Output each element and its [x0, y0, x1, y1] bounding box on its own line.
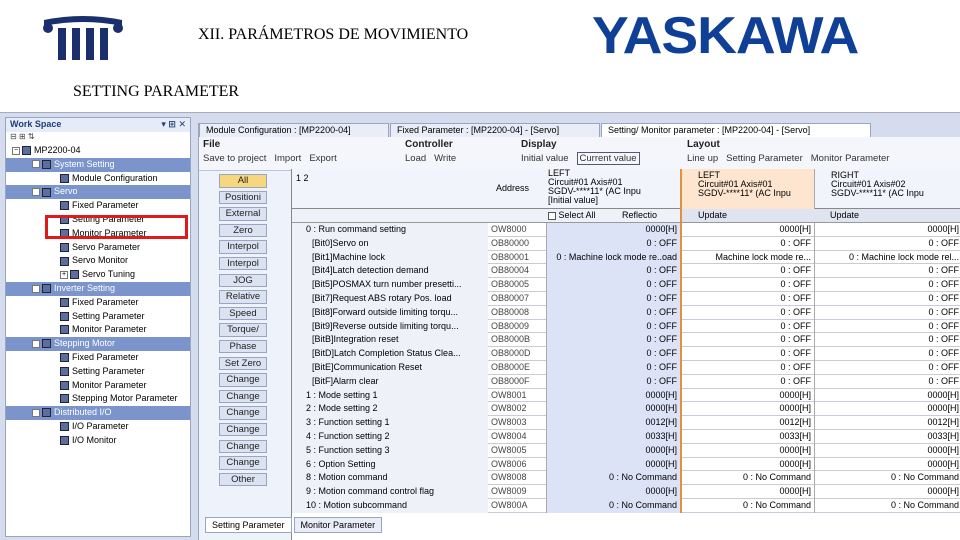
col3-header — [814, 169, 960, 209]
left-axis-value[interactable]: 0000[H] — [680, 458, 814, 472]
col2-circuit: Circuit#01 Axis#01 — [698, 179, 773, 189]
table-row[interactable] — [292, 444, 960, 458]
tree-item-label: Setting Parameter — [72, 365, 145, 376]
export-button[interactable]: Export — [309, 153, 337, 164]
filter-label — [221, 174, 269, 175]
table-row[interactable] — [292, 430, 960, 444]
parameter-name: 4 : Function setting 2 — [292, 430, 488, 444]
tree-item[interactable] — [6, 158, 190, 172]
module-icon — [42, 408, 51, 417]
tree-item-label: Fixed Parameter — [72, 351, 139, 362]
tree-item[interactable] — [6, 268, 190, 282]
column-selector[interactable]: 1 2 — [296, 173, 309, 183]
tree-item-label: MP2200-04 — [34, 145, 81, 155]
parameter-address: OB80004 — [491, 265, 530, 276]
tree-item[interactable] — [6, 434, 190, 448]
right-axis-value[interactable]: 0 : No Command — [814, 471, 960, 485]
module-icon — [60, 422, 69, 431]
table-row[interactable] — [292, 292, 960, 306]
filter-button[interactable]: Speed — [219, 307, 267, 321]
table-row[interactable] — [292, 347, 960, 361]
right-axis-value[interactable]: 0 : OFF — [814, 375, 960, 389]
tree-item-label: I/O Monitor — [72, 434, 117, 445]
left-axis-value[interactable]: 0 : OFF — [680, 292, 814, 306]
tree-item[interactable] — [6, 172, 190, 186]
current-value-button[interactable]: Current value — [577, 152, 640, 165]
initial-value[interactable]: 0 : OFF — [546, 237, 680, 251]
parameter-name: 5 : Function setting 3 — [292, 444, 488, 458]
filter-button[interactable]: External — [219, 207, 267, 221]
initial-value[interactable]: 0 : OFF — [546, 292, 680, 306]
tree-item-label: Stepping Motor — [54, 338, 116, 349]
tab-fixed-parameter[interactable]: Fixed Parameter : [MP2200-04] - [Servo] — [390, 123, 600, 137]
parameter-address: OW8009 — [491, 486, 527, 497]
col1-model: SGDV-****11* (AC Inpu — [548, 186, 641, 196]
module-icon — [60, 381, 69, 390]
parameter-address: OB80007 — [491, 293, 530, 303]
parameter-name: 1 : Mode setting 1 — [292, 389, 488, 403]
col2-header — [680, 169, 814, 209]
workspace-controls[interactable]: ▾ ⊞ ✕ — [161, 119, 186, 129]
initial-value[interactable]: 0000[H] — [546, 223, 680, 237]
module-icon — [42, 339, 51, 348]
expand-icon[interactable]: − — [33, 339, 39, 347]
parameter-address: OW8000 — [491, 224, 527, 234]
parameter-name: [Bit5]POSMAX turn number presetti... — [292, 278, 488, 292]
right-axis-value[interactable]: 0033[H] — [814, 430, 960, 444]
table-row[interactable] — [292, 278, 960, 292]
table-row[interactable] — [292, 499, 960, 513]
workspace-panel — [5, 117, 191, 537]
workspace-tree — [6, 144, 190, 448]
parameter-address: OW8004 — [491, 431, 527, 441]
right-axis-value[interactable]: 0 : OFF — [814, 306, 960, 320]
filter-button[interactable]: Change — [219, 406, 267, 420]
parameter-address: OB80001 — [491, 251, 530, 262]
right-axis-value[interactable]: 0 : OFF — [814, 278, 960, 292]
col2-model: SGDV-****11* (AC Inpu — [698, 188, 791, 198]
parameter-name: [Bit9]Reverse outside limiting torqu... — [292, 320, 488, 334]
table-row[interactable] — [292, 375, 960, 389]
module-icon — [60, 243, 69, 252]
parameter-address: OW8002 — [491, 403, 527, 414]
right-axis-value[interactable]: 0 : OFF — [814, 320, 960, 334]
tab-module-configuration[interactable]: Module Configuration : [MP2200-04] — [199, 123, 389, 137]
table-row[interactable] — [292, 264, 960, 278]
setting-parameter-layout-button[interactable]: Setting Parameter — [726, 153, 803, 164]
initial-value[interactable]: 0 : OFF — [546, 306, 680, 320]
parameter-name: [BitD]Latch Completion Status Clea... — [292, 347, 488, 361]
parameter-address: OB80005 — [491, 279, 530, 290]
ribbon-display-title: Display — [521, 139, 557, 150]
left-axis-value[interactable]: 0 : OFF — [680, 278, 814, 292]
tree-item-label: Monitor Parameter — [72, 379, 147, 390]
document-tabs — [199, 123, 960, 137]
col3-name: RIGHT — [831, 170, 859, 180]
expand-icon[interactable]: − — [33, 188, 39, 196]
load-button[interactable]: Load — [405, 153, 427, 164]
tree-item[interactable] — [6, 310, 190, 324]
table-row[interactable] — [292, 471, 960, 485]
parameter-name: [Bit8]Forward outside limiting torqu... — [292, 306, 488, 320]
address-header: Address — [496, 183, 530, 193]
filter-button[interactable]: Change — [219, 423, 267, 437]
tree-item[interactable] — [6, 199, 190, 213]
parameter-address: OB80000 — [491, 237, 530, 248]
tree-item-label: Servo Monitor — [72, 255, 129, 266]
expand-icon[interactable]: − — [33, 160, 39, 168]
tree-item-label: Setting Parameter — [72, 310, 145, 321]
tree-item[interactable] — [6, 365, 190, 379]
initial-value[interactable]: 0033[H] — [546, 430, 680, 444]
parameter-name: 2 : Mode setting 2 — [292, 402, 488, 416]
parameter-name: 8 : Motion command — [292, 471, 488, 485]
tree-item-label: Fixed Parameter — [72, 200, 139, 211]
col1-circuit: Circuit#01 Axis#01 — [548, 177, 623, 187]
module-icon — [60, 312, 69, 321]
left-axis-value[interactable]: 0000[H] — [680, 402, 814, 416]
filter-button[interactable]: Other — [219, 473, 267, 487]
line-up-button[interactable]: Line up — [687, 153, 719, 164]
tree-item[interactable] — [6, 185, 190, 199]
initial-value[interactable]: 0 : OFF — [546, 333, 680, 347]
tree-item-label: Servo Parameter — [72, 241, 141, 252]
bottom-tab-setting-parameter[interactable]: Setting Parameter — [205, 517, 292, 533]
slide-title: XII. PARÁMETROS DE MOVIMIENTO — [198, 26, 469, 43]
left-axis-value[interactable]: 0000[H] — [680, 223, 814, 237]
parameter-name: [Bit1]Machine lock — [292, 251, 488, 265]
parameter-address: OW8005 — [491, 444, 527, 455]
filter-button[interactable]: Change — [219, 456, 267, 470]
parameter-name: [BitF]Alarm clear — [292, 375, 488, 389]
left-axis-value[interactable]: 0 : OFF — [680, 333, 814, 347]
right-axis-value[interactable]: 0000[H] — [814, 485, 960, 499]
right-axis-value[interactable]: 0000[H] — [814, 402, 960, 416]
grid-action-row — [292, 209, 960, 223]
initial-value[interactable]: 0 : OFF — [546, 361, 680, 375]
col2-name: LEFT — [698, 170, 721, 180]
tree-item[interactable] — [6, 282, 190, 296]
reflection-button[interactable]: Reflectio — [622, 210, 658, 220]
tree-item-label: Monitor Parameter — [72, 324, 147, 335]
parameter-name: [Bit4]Latch detection demand — [292, 264, 488, 278]
filter-button[interactable]: Change — [219, 373, 267, 387]
filter-button[interactable]: Change — [219, 440, 267, 454]
parameter-name: 10 : Motion subcommand — [292, 499, 488, 513]
left-axis-value[interactable]: 0000[H] — [680, 389, 814, 403]
filter-button[interactable]: Interpol — [219, 257, 267, 271]
tab-setting-monitor[interactable]: Setting/ Monitor parameter : [MP2200-04] - [Servo] — [601, 123, 871, 137]
initial-value[interactable]: 0000[H] — [546, 458, 680, 472]
filter-button[interactable]: Torque/ — [219, 323, 267, 337]
parameter-name: [BitE]Communication Reset — [292, 361, 488, 375]
filter-button[interactable]: Zero — [219, 224, 267, 238]
table-row[interactable] — [292, 485, 960, 499]
initial-value[interactable]: 0 : No Command — [546, 499, 680, 513]
module-icon — [42, 160, 51, 169]
filter-button[interactable]: Change — [219, 390, 267, 404]
tree-item-label: Fixed Parameter — [72, 296, 139, 307]
initial-value[interactable]: 0000[H] — [546, 444, 680, 458]
workspace-title: Work Space — [10, 119, 62, 129]
left-axis-value[interactable]: 0 : OFF — [680, 237, 814, 251]
table-row[interactable] — [292, 320, 960, 334]
right-axis-value[interactable]: 0 : OFF — [814, 264, 960, 278]
initial-value[interactable]: 0 : No Command — [546, 471, 680, 485]
left-axis-value[interactable]: 0 : OFF — [680, 306, 814, 320]
ribbon-controller-title: Controller — [405, 139, 453, 150]
parameter-address: OB8000E — [491, 362, 531, 372]
expand-icon[interactable]: − — [33, 408, 39, 416]
table-row[interactable] — [292, 389, 960, 403]
module-icon — [60, 174, 69, 183]
col1-header — [548, 169, 680, 205]
slide-subtitle: SETTING PARAMETER — [73, 83, 240, 100]
module-icon — [60, 367, 69, 376]
grid-header — [292, 169, 960, 209]
right-axis-value[interactable]: 0000[H] — [814, 389, 960, 403]
import-button[interactable]: Import — [274, 153, 302, 164]
main-panel — [198, 123, 960, 540]
tree-item[interactable] — [6, 144, 190, 158]
module-icon — [60, 257, 69, 266]
tree-item-label: System Setting — [54, 158, 115, 169]
left-axis-value[interactable]: 0 : OFF — [680, 375, 814, 389]
table-row[interactable] — [292, 251, 960, 265]
parameter-filter-buttons — [219, 174, 267, 489]
right-axis-value[interactable]: 0 : Machine lock mode rel... — [814, 251, 960, 265]
table-row[interactable] — [292, 223, 960, 237]
tree-item[interactable] — [6, 296, 190, 310]
right-axis-value[interactable]: 0 : OFF — [814, 292, 960, 306]
filter-button[interactable]: Positioni — [219, 191, 267, 205]
parameter-address: OB8000B — [491, 334, 531, 345]
module-icon — [60, 201, 69, 210]
parameter-name: 9 : Motion command control flag — [292, 485, 488, 499]
ribbon-group-file — [203, 139, 345, 164]
engineering-tool-screenshot — [0, 112, 960, 540]
filter-button[interactable]: All — [219, 174, 267, 188]
parameter-name: [BitB]Integration reset — [292, 333, 488, 347]
module-icon — [70, 270, 79, 279]
initial-value[interactable]: 0 : OFF — [546, 375, 680, 389]
tree-item-label: I/O Parameter — [72, 420, 129, 431]
write-button[interactable]: Write — [434, 153, 457, 164]
right-axis-value[interactable]: 0 : OFF — [814, 361, 960, 375]
col1-mode: [Initial value] — [548, 195, 599, 205]
select-all-checkbox[interactable]: Select All — [548, 210, 596, 220]
left-axis-value[interactable]: 0 : No Command — [680, 471, 814, 485]
module-icon — [60, 298, 69, 307]
table-row[interactable] — [292, 306, 960, 320]
left-axis-value[interactable]: 0 : OFF — [680, 264, 814, 278]
parameter-name: 6 : Option Setting — [292, 458, 488, 472]
tree-item[interactable] — [6, 379, 190, 393]
parameter-address: OW8001 — [491, 389, 527, 400]
left-axis-value[interactable]: 0 : No Command — [680, 499, 814, 513]
parameter-address: OB8000D — [491, 348, 531, 359]
tree-item[interactable] — [6, 406, 190, 420]
update-right-button[interactable]: Update — [814, 209, 960, 222]
filter-button[interactable]: Set Zero — [219, 357, 267, 371]
table-row[interactable] — [292, 416, 960, 430]
right-axis-value[interactable]: 0 : OFF — [814, 237, 960, 251]
parameter-address: OW8008 — [491, 472, 527, 483]
ribbon-group-layout — [687, 139, 897, 164]
monitor-parameter-layout-button[interactable]: Monitor Parameter — [810, 153, 890, 164]
parameter-name: [Bit0]Servo on — [292, 237, 488, 251]
initial-value[interactable]: 0 : Machine lock mode re..oad — [546, 251, 680, 265]
initial-value[interactable]: 0 : OFF — [546, 278, 680, 292]
parameter-grid — [291, 169, 960, 540]
initial-value[interactable]: 0000[H] — [546, 389, 680, 403]
left-axis-value[interactable]: 0000[H] — [680, 485, 814, 499]
parameter-address: OB80009 — [491, 320, 530, 331]
module-icon — [60, 325, 69, 334]
initial-value[interactable]: 0 : OFF — [546, 320, 680, 334]
right-axis-value[interactable]: 0000[H] — [814, 458, 960, 472]
table-row[interactable] — [292, 333, 960, 347]
tree-item[interactable] — [6, 392, 190, 406]
parameter-address: OW800A — [491, 500, 528, 510]
right-axis-value[interactable]: 0 : OFF — [814, 347, 960, 361]
ribbon-group-controller — [405, 139, 464, 164]
right-axis-value[interactable]: 0000[H] — [814, 223, 960, 237]
module-icon — [60, 394, 69, 403]
tree-item-label: Stepping Motor Parameter — [72, 393, 178, 404]
workspace-title-bar — [6, 118, 190, 132]
initial-value[interactable]: 0 : OFF — [546, 264, 680, 278]
col3-circuit: Circuit#01 Axis#02 — [831, 179, 906, 189]
tree-item[interactable] — [6, 420, 190, 434]
tree-item[interactable] — [6, 351, 190, 365]
initial-value-button[interactable]: Initial value — [521, 153, 569, 164]
workspace-toolbar[interactable]: ⊟ ⊞ ⇅ — [10, 132, 35, 141]
update-left-button[interactable]: Update — [680, 209, 814, 222]
left-axis-value[interactable]: 0 : OFF — [680, 320, 814, 334]
filter-button[interactable]: Relative — [219, 290, 267, 304]
tree-item[interactable] — [6, 323, 190, 337]
tree-item[interactable] — [6, 254, 190, 268]
module-icon — [22, 146, 31, 155]
left-axis-value[interactable]: 0012[H] — [680, 416, 814, 430]
yaskawa-logo: YASKAWA — [592, 7, 859, 65]
module-icon — [42, 188, 51, 197]
table-row[interactable] — [292, 361, 960, 375]
module-icon — [60, 353, 69, 362]
left-axis-value[interactable]: 0 : OFF — [680, 361, 814, 375]
filter-button[interactable]: JOG — [219, 274, 267, 288]
tree-item[interactable] — [6, 337, 190, 351]
right-axis-value[interactable]: 0 : No Command — [814, 499, 960, 513]
expand-icon[interactable]: + — [61, 270, 67, 278]
parameter-address: OW8003 — [491, 417, 527, 428]
tree-item[interactable] — [6, 241, 190, 255]
right-axis-value[interactable]: 0012[H] — [814, 416, 960, 430]
right-axis-value[interactable]: 0000[H] — [814, 444, 960, 458]
bottom-tabs — [0, 517, 960, 540]
tree-item-label: Setting Parameter — [72, 213, 145, 224]
filter-button[interactable]: Phase — [219, 340, 267, 354]
tree-item-label: Module Configuration — [72, 172, 158, 183]
initial-value[interactable]: 0000[H] — [546, 402, 680, 416]
left-axis-value[interactable]: 0 : OFF — [680, 347, 814, 361]
ribbon — [199, 137, 960, 171]
ribbon-file-title: File — [203, 139, 221, 150]
parameter-name: 0 : Run command setting — [292, 223, 488, 237]
table-row[interactable] — [292, 237, 960, 251]
tree-item-label: Servo Tuning — [82, 269, 136, 280]
university-logo-icon — [40, 14, 126, 64]
parameter-name: [Bit7]Request ABS rotary Pos. load — [292, 292, 488, 306]
ribbon-group-display — [521, 139, 648, 164]
tree-item-label: Distributed I/O — [54, 407, 112, 418]
table-row[interactable] — [292, 458, 960, 472]
col3-model: SGDV-****11* (AC Inpu — [831, 188, 924, 198]
expand-icon[interactable]: − — [33, 284, 39, 292]
ribbon-layout-title: Layout — [687, 139, 720, 150]
parameter-name: 3 : Function setting 1 — [292, 416, 488, 430]
module-icon — [60, 436, 69, 445]
initial-value[interactable]: 0000[H] — [546, 485, 680, 499]
tree-item-label: Monitor Parameter — [72, 227, 147, 238]
initial-value[interactable]: 0 : OFF — [546, 347, 680, 361]
table-row[interactable] — [292, 402, 960, 416]
initial-value[interactable]: 0012[H] — [546, 416, 680, 430]
parameter-address: OW8006 — [491, 458, 527, 469]
tree-item-label: Inverter Setting — [54, 282, 116, 293]
bottom-tab-monitor-parameter[interactable]: Monitor Parameter — [294, 517, 383, 533]
parameter-address: OB80008 — [491, 306, 530, 317]
highlight-box — [45, 215, 188, 239]
col1-name: LEFT — [548, 169, 571, 178]
expand-icon[interactable]: − — [13, 146, 19, 154]
left-axis-value[interactable]: Machine lock mode re... — [680, 251, 814, 265]
parameter-address: OB8000F — [491, 375, 530, 386]
tree-item-label: Servo — [54, 186, 78, 197]
left-axis-value[interactable]: 0033[H] — [680, 430, 814, 444]
filter-button[interactable]: Interpol — [219, 240, 267, 254]
save-to-project-button[interactable]: Save to project — [203, 153, 267, 164]
module-icon — [42, 284, 51, 293]
right-axis-value[interactable]: 0 : OFF — [814, 333, 960, 347]
left-axis-value[interactable]: 0000[H] — [680, 444, 814, 458]
